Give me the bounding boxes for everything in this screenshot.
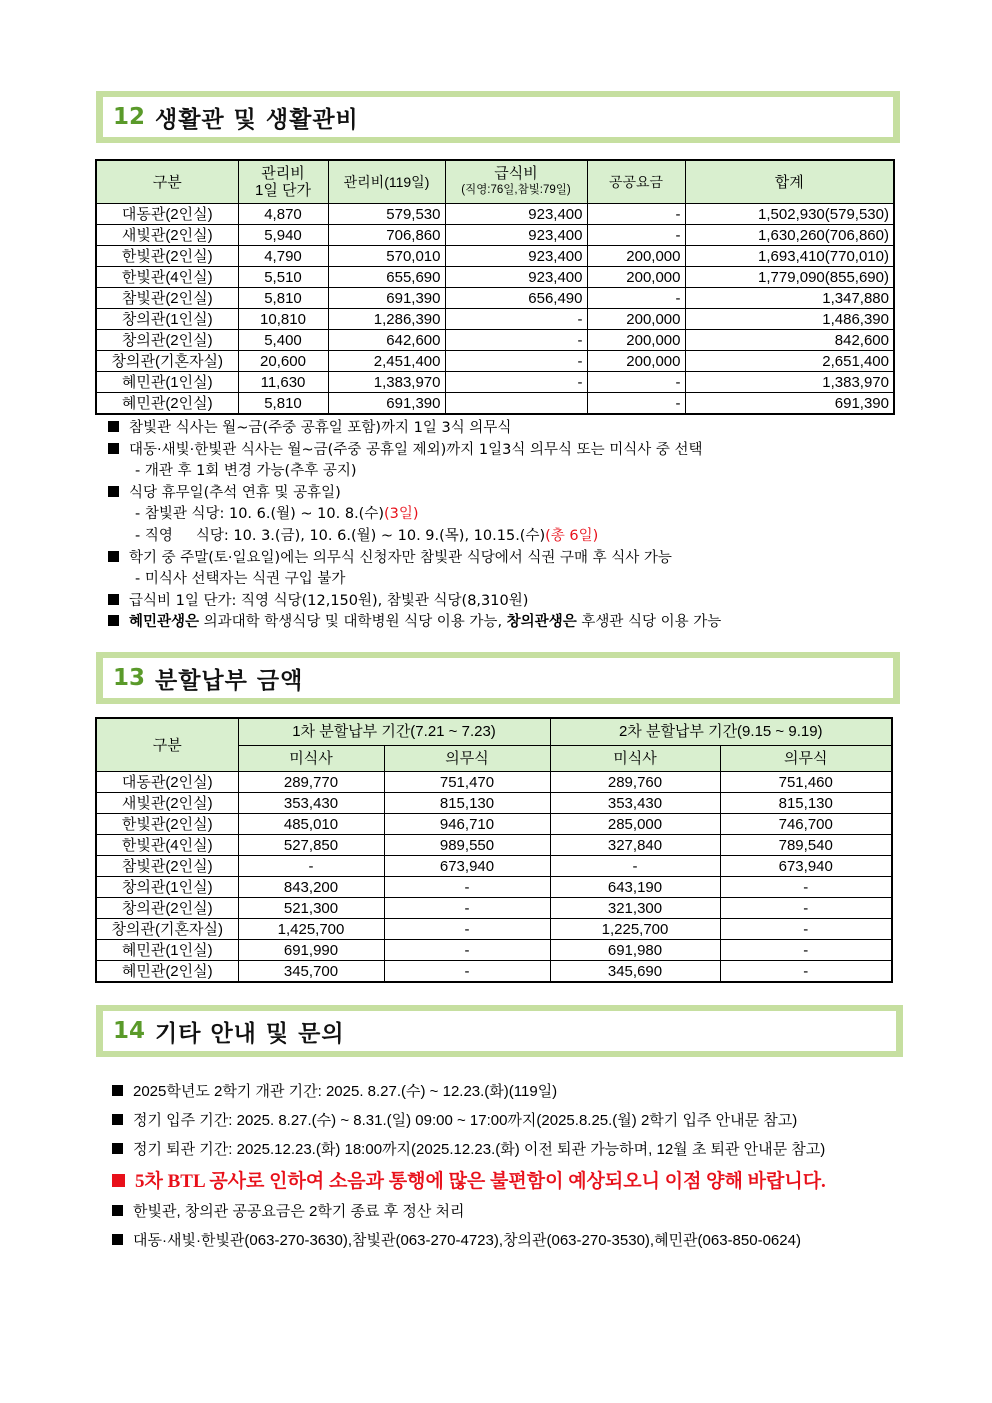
table-row <box>96 919 892 940</box>
section-title: 분할납부 금액 <box>155 667 304 694</box>
table-cell: 815,130 <box>384 793 550 814</box>
section-14-header <box>96 1005 903 1057</box>
table-cell: 843,200 <box>238 877 384 898</box>
table-row <box>96 309 894 330</box>
table-row <box>96 267 894 288</box>
info-item <box>112 1138 825 1159</box>
note-item <box>108 591 721 613</box>
row-label-cell: 새빛관(2인실) <box>96 793 238 814</box>
info-item <box>112 1109 797 1130</box>
table-cell: 200,000 <box>587 351 685 372</box>
table-cell: - <box>720 919 892 940</box>
header-meal-fee <box>445 160 587 204</box>
table-row <box>96 288 894 309</box>
bullet-square-icon <box>108 615 119 626</box>
table-cell: 1,425,700 <box>238 919 384 940</box>
table-cell: 1,383,970 <box>328 372 445 393</box>
row-label-cell: 대동관(2인실) <box>96 772 238 793</box>
table-cell: 1,630,260(706,860) <box>685 225 894 246</box>
note-subitem <box>108 526 721 548</box>
note-subitem: - 개관 후 1회 변경 가능(추후 공지) <box>135 463 357 480</box>
table-cell: - <box>384 877 550 898</box>
table-cell: 5,510 <box>238 267 328 288</box>
table-cell: 691,390 <box>328 393 445 415</box>
note-highlight: (총 6일) <box>545 527 599 544</box>
table-cell: 923,400 <box>445 204 587 225</box>
table-cell: 285,000 <box>550 814 720 835</box>
table-cell: 691,990 <box>238 940 384 961</box>
note-text: 급식비 1일 단가: 직영 식당(12,150원), 참빛관 식당(8,310원) <box>129 592 529 609</box>
table-cell: 751,470 <box>384 772 550 793</box>
table-cell: - <box>720 961 892 983</box>
table-cell: - <box>445 309 587 330</box>
table-cell: 1,486,390 <box>685 309 894 330</box>
table-row <box>96 772 892 793</box>
row-label-cell: 창의관(2인실) <box>96 330 238 351</box>
table-cell: 815,130 <box>720 793 892 814</box>
table-cell: 751,460 <box>720 772 892 793</box>
bullet-square-icon <box>108 594 119 605</box>
contact-text: 대동·새빛·한빛관(063-270-3630),참빛관(063-270-4723),창의관(063-270-3530),혜민관(063-850-0624) <box>133 1232 801 1249</box>
table-cell: 5,810 <box>238 288 328 309</box>
bullet-square-icon <box>108 421 119 432</box>
table-cell: 746,700 <box>720 814 892 835</box>
info-item <box>112 1200 464 1221</box>
table-cell: 5,810 <box>238 393 328 415</box>
section-12-notes <box>108 418 721 634</box>
table-cell: 1,779,090(855,690) <box>685 267 894 288</box>
row-label-cell: 한빛관(2인실) <box>96 814 238 835</box>
note-bold: 혜민관생은 <box>129 614 200 631</box>
table-cell: - <box>720 898 892 919</box>
table-cell: 200,000 <box>587 267 685 288</box>
bullet-square-icon <box>112 1085 123 1096</box>
table-cell: 923,400 <box>445 246 587 267</box>
table-row <box>96 961 892 983</box>
table-cell: - <box>445 330 587 351</box>
section-number: 14 <box>113 1018 146 1044</box>
table-cell: 706,860 <box>328 225 445 246</box>
table-cell: - <box>587 393 685 415</box>
table-cell: 4,870 <box>238 204 328 225</box>
info-text: 정기 입주 기간: 2025. 8.27.(수) ~ 8.31.(일) 09:00 ~ 17:00까지(2025.8.25.(월) 2학기 입주 안내문 참고) <box>133 1112 798 1129</box>
table-cell: 200,000 <box>587 246 685 267</box>
table-cell: - <box>720 877 892 898</box>
section-13-header <box>96 652 900 704</box>
table-row <box>96 204 894 225</box>
table-cell: 923,400 <box>445 267 587 288</box>
table-row <box>96 856 892 877</box>
table-cell: 691,390 <box>328 288 445 309</box>
note-text: - 참빛관 식당: 10. 6.(월) ~ 10. 8.(수) <box>135 506 384 523</box>
note-text: 의과대학 학생식당 및 대학병원 식당 이용 가능, <box>199 614 507 631</box>
table-cell: - <box>445 372 587 393</box>
table-cell: 643,190 <box>550 877 720 898</box>
header-daily-rate-line1: 관리비 <box>261 165 305 182</box>
info-text: 2025학년도 2학기 개관 기간: 2025. 8.27.(수) ~ 12.23.(화)(119일) <box>133 1083 558 1100</box>
header-mandatory-meal: 의무식 <box>720 745 892 772</box>
row-label-cell: 창의관(1인실) <box>96 877 238 898</box>
note-text: 후생관 식당 이용 가능 <box>576 614 722 631</box>
table-cell: 570,010 <box>328 246 445 267</box>
bullet-square-icon <box>108 486 119 497</box>
row-label-cell: 대동관(2인실) <box>96 204 238 225</box>
section-number: 12 <box>113 104 146 130</box>
row-label-cell: 참빛관(2인실) <box>96 288 238 309</box>
table-cell: 289,760 <box>550 772 720 793</box>
header-no-meal: 미식사 <box>550 745 720 772</box>
table-cell: 345,690 <box>550 961 720 983</box>
header-category: 구분 <box>96 160 238 204</box>
table-cell: 691,390 <box>685 393 894 415</box>
header-total: 합계 <box>685 160 894 204</box>
table-cell: 321,300 <box>550 898 720 919</box>
row-label-cell: 한빛관(4인실) <box>96 267 238 288</box>
table-cell: - <box>384 940 550 961</box>
table-row <box>96 225 894 246</box>
note-subitem: - 미식사 선택자는 식권 구입 불가 <box>135 571 346 588</box>
table-cell: 1,502,930(579,530) <box>685 204 894 225</box>
table-row <box>96 835 892 856</box>
info-item <box>112 1080 557 1101</box>
table-cell: 5,940 <box>238 225 328 246</box>
table-cell: 353,430 <box>238 793 384 814</box>
table-cell: 1,286,390 <box>328 309 445 330</box>
row-label-cell: 혜민관(1인실) <box>96 372 238 393</box>
table-cell: - <box>384 919 550 940</box>
table-row <box>96 898 892 919</box>
row-label-cell: 혜민관(1인실) <box>96 940 238 961</box>
table-cell: 2,651,400 <box>685 351 894 372</box>
row-label-cell: 창의관(기혼자실) <box>96 919 238 940</box>
table-cell: - <box>384 898 550 919</box>
header-utility: 공공요금 <box>587 160 685 204</box>
bullet-square-icon <box>112 1114 123 1125</box>
table-cell: 485,010 <box>238 814 384 835</box>
table-row <box>96 330 894 351</box>
header-no-meal: 미식사 <box>238 745 384 772</box>
table-cell: 11,630 <box>238 372 328 393</box>
table-cell: 200,000 <box>587 309 685 330</box>
table-cell: 656,490 <box>445 288 587 309</box>
table-row <box>96 393 894 415</box>
table-cell: 289,770 <box>238 772 384 793</box>
note-text: 대동·새빛·한빛관 식사는 월~금(주중 공휴일 제외)까지 1일3식 의무식 또는 미식사 중 선택 <box>129 441 703 458</box>
table-row <box>96 814 892 835</box>
table-cell: 4,790 <box>238 246 328 267</box>
table-cell: - <box>587 225 685 246</box>
row-label-cell: 한빛관(2인실) <box>96 246 238 267</box>
table-cell: 2,451,400 <box>328 351 445 372</box>
table-row <box>96 351 894 372</box>
bullet-square-icon <box>112 1234 123 1245</box>
note-subitem <box>108 504 721 526</box>
table-cell: 673,940 <box>720 856 892 877</box>
table-cell: - <box>587 372 685 393</box>
header-mandatory-meal: 의무식 <box>384 745 550 772</box>
table-cell: 527,850 <box>238 835 384 856</box>
note-text: 식당 휴무일(추석 연휴 및 공휴일) <box>129 484 341 501</box>
table-cell: 946,710 <box>384 814 550 835</box>
note-highlight: (3일) <box>384 506 419 523</box>
header-meal-fee-line1: 급식비 <box>494 165 538 182</box>
table-cell: 353,430 <box>550 793 720 814</box>
row-label-cell: 창의관(2인실) <box>96 898 238 919</box>
table-cell <box>445 393 587 415</box>
bullet-square-icon <box>108 443 119 454</box>
note-bold: 창의관생은 <box>506 614 577 631</box>
table-cell: 989,550 <box>384 835 550 856</box>
installment-table <box>95 717 893 983</box>
row-label-cell: 참빛관(2인실) <box>96 856 238 877</box>
table-cell: 521,300 <box>238 898 384 919</box>
header-management-fee: 관리비(119일) <box>328 160 445 204</box>
section-title: 생활관 및 생활관비 <box>155 106 359 133</box>
table-cell: - <box>587 288 685 309</box>
table-row <box>96 372 894 393</box>
section-title: 기타 안내 및 문의 <box>155 1020 345 1047</box>
dormitory-fee-table <box>95 159 895 415</box>
table-cell: 1,693,410(770,010) <box>685 246 894 267</box>
row-label-cell: 혜민관(2인실) <box>96 393 238 415</box>
note-item <box>108 548 721 570</box>
note-item <box>108 483 721 505</box>
info-text: 정기 퇴관 기간: 2025.12.23.(화) 18:00까지(2025.12.23.(화) 이전 퇴관 가능하며, 12월 초 퇴관 안내문 참고) <box>133 1141 826 1158</box>
table-cell: - <box>550 856 720 877</box>
table-cell: 327,840 <box>550 835 720 856</box>
note-text: - 직영 식당: 10. 3.(금), 10. 6.(월) ~ 10. 9.(목), 10.15.(수) <box>135 527 546 544</box>
table-cell: 789,540 <box>720 835 892 856</box>
row-label-cell: 창의관(기혼자실) <box>96 351 238 372</box>
table-cell: - <box>720 940 892 961</box>
header-meal-fee-line2: (직영:76일,참빛:79일) <box>461 184 571 196</box>
header-period-1: 1차 분할납부 기간(7.21 ~ 7.23) <box>238 718 550 745</box>
table-cell: 1,383,970 <box>685 372 894 393</box>
table-cell: 691,980 <box>550 940 720 961</box>
header-period-2: 2차 분할납부 기간(9.15 ~ 9.19) <box>550 718 892 745</box>
row-label-cell: 한빛관(4인실) <box>96 835 238 856</box>
table-cell: 655,690 <box>328 267 445 288</box>
table-cell: 20,600 <box>238 351 328 372</box>
table-cell: 1,347,880 <box>685 288 894 309</box>
table-row <box>96 246 894 267</box>
note-item <box>108 612 721 634</box>
bullet-square-icon <box>112 1205 123 1216</box>
section-number: 13 <box>113 665 146 691</box>
info-text: 한빛관, 창의관 공공요금은 2학기 종료 후 정산 처리 <box>133 1203 465 1220</box>
table-cell: 842,600 <box>685 330 894 351</box>
note-text: 학기 중 주말(토·일요일)에는 의무식 신청자만 참빛관 식당에서 식권 구매 후 식사 가능 <box>129 549 672 566</box>
note-text: 참빛관 식사는 월~금(주중 공휴일 포함)까지 1일 3식 의무식 <box>129 420 512 436</box>
header-category: 구분 <box>96 718 238 772</box>
table-cell: 923,400 <box>445 225 587 246</box>
table-cell: 673,940 <box>384 856 550 877</box>
bullet-square-icon <box>112 1143 123 1154</box>
info-item-warning <box>112 1166 826 1193</box>
section-12-header <box>96 91 900 143</box>
warning-text: 5차 BTL 공사로 인하여 소음과 통행에 많은 불편함이 예상되오니 이점 양해 바랍니다. <box>135 1171 826 1192</box>
table-cell: 200,000 <box>587 330 685 351</box>
table-cell: 10,810 <box>238 309 328 330</box>
table-cell: - <box>445 351 587 372</box>
table-cell: 1,225,700 <box>550 919 720 940</box>
header-daily-rate-line2: 1일 단가 <box>255 182 311 199</box>
table-cell: 345,700 <box>238 961 384 983</box>
row-label-cell: 혜민관(2인실) <box>96 961 238 983</box>
bullet-square-icon <box>108 551 119 562</box>
header-daily-rate <box>238 160 328 204</box>
row-label-cell: 새빛관(2인실) <box>96 225 238 246</box>
table-cell: 5,400 <box>238 330 328 351</box>
note-item <box>108 418 721 440</box>
table-row <box>96 877 892 898</box>
info-item <box>112 1229 801 1250</box>
bullet-square-icon <box>112 1174 125 1187</box>
table-cell: 579,530 <box>328 204 445 225</box>
table-cell: - <box>238 856 384 877</box>
table-row <box>96 793 892 814</box>
row-label-cell: 창의관(1인실) <box>96 309 238 330</box>
table-cell: - <box>384 961 550 983</box>
table-cell: 642,600 <box>328 330 445 351</box>
table-row <box>96 940 892 961</box>
table-cell: - <box>587 204 685 225</box>
note-item <box>108 440 721 462</box>
